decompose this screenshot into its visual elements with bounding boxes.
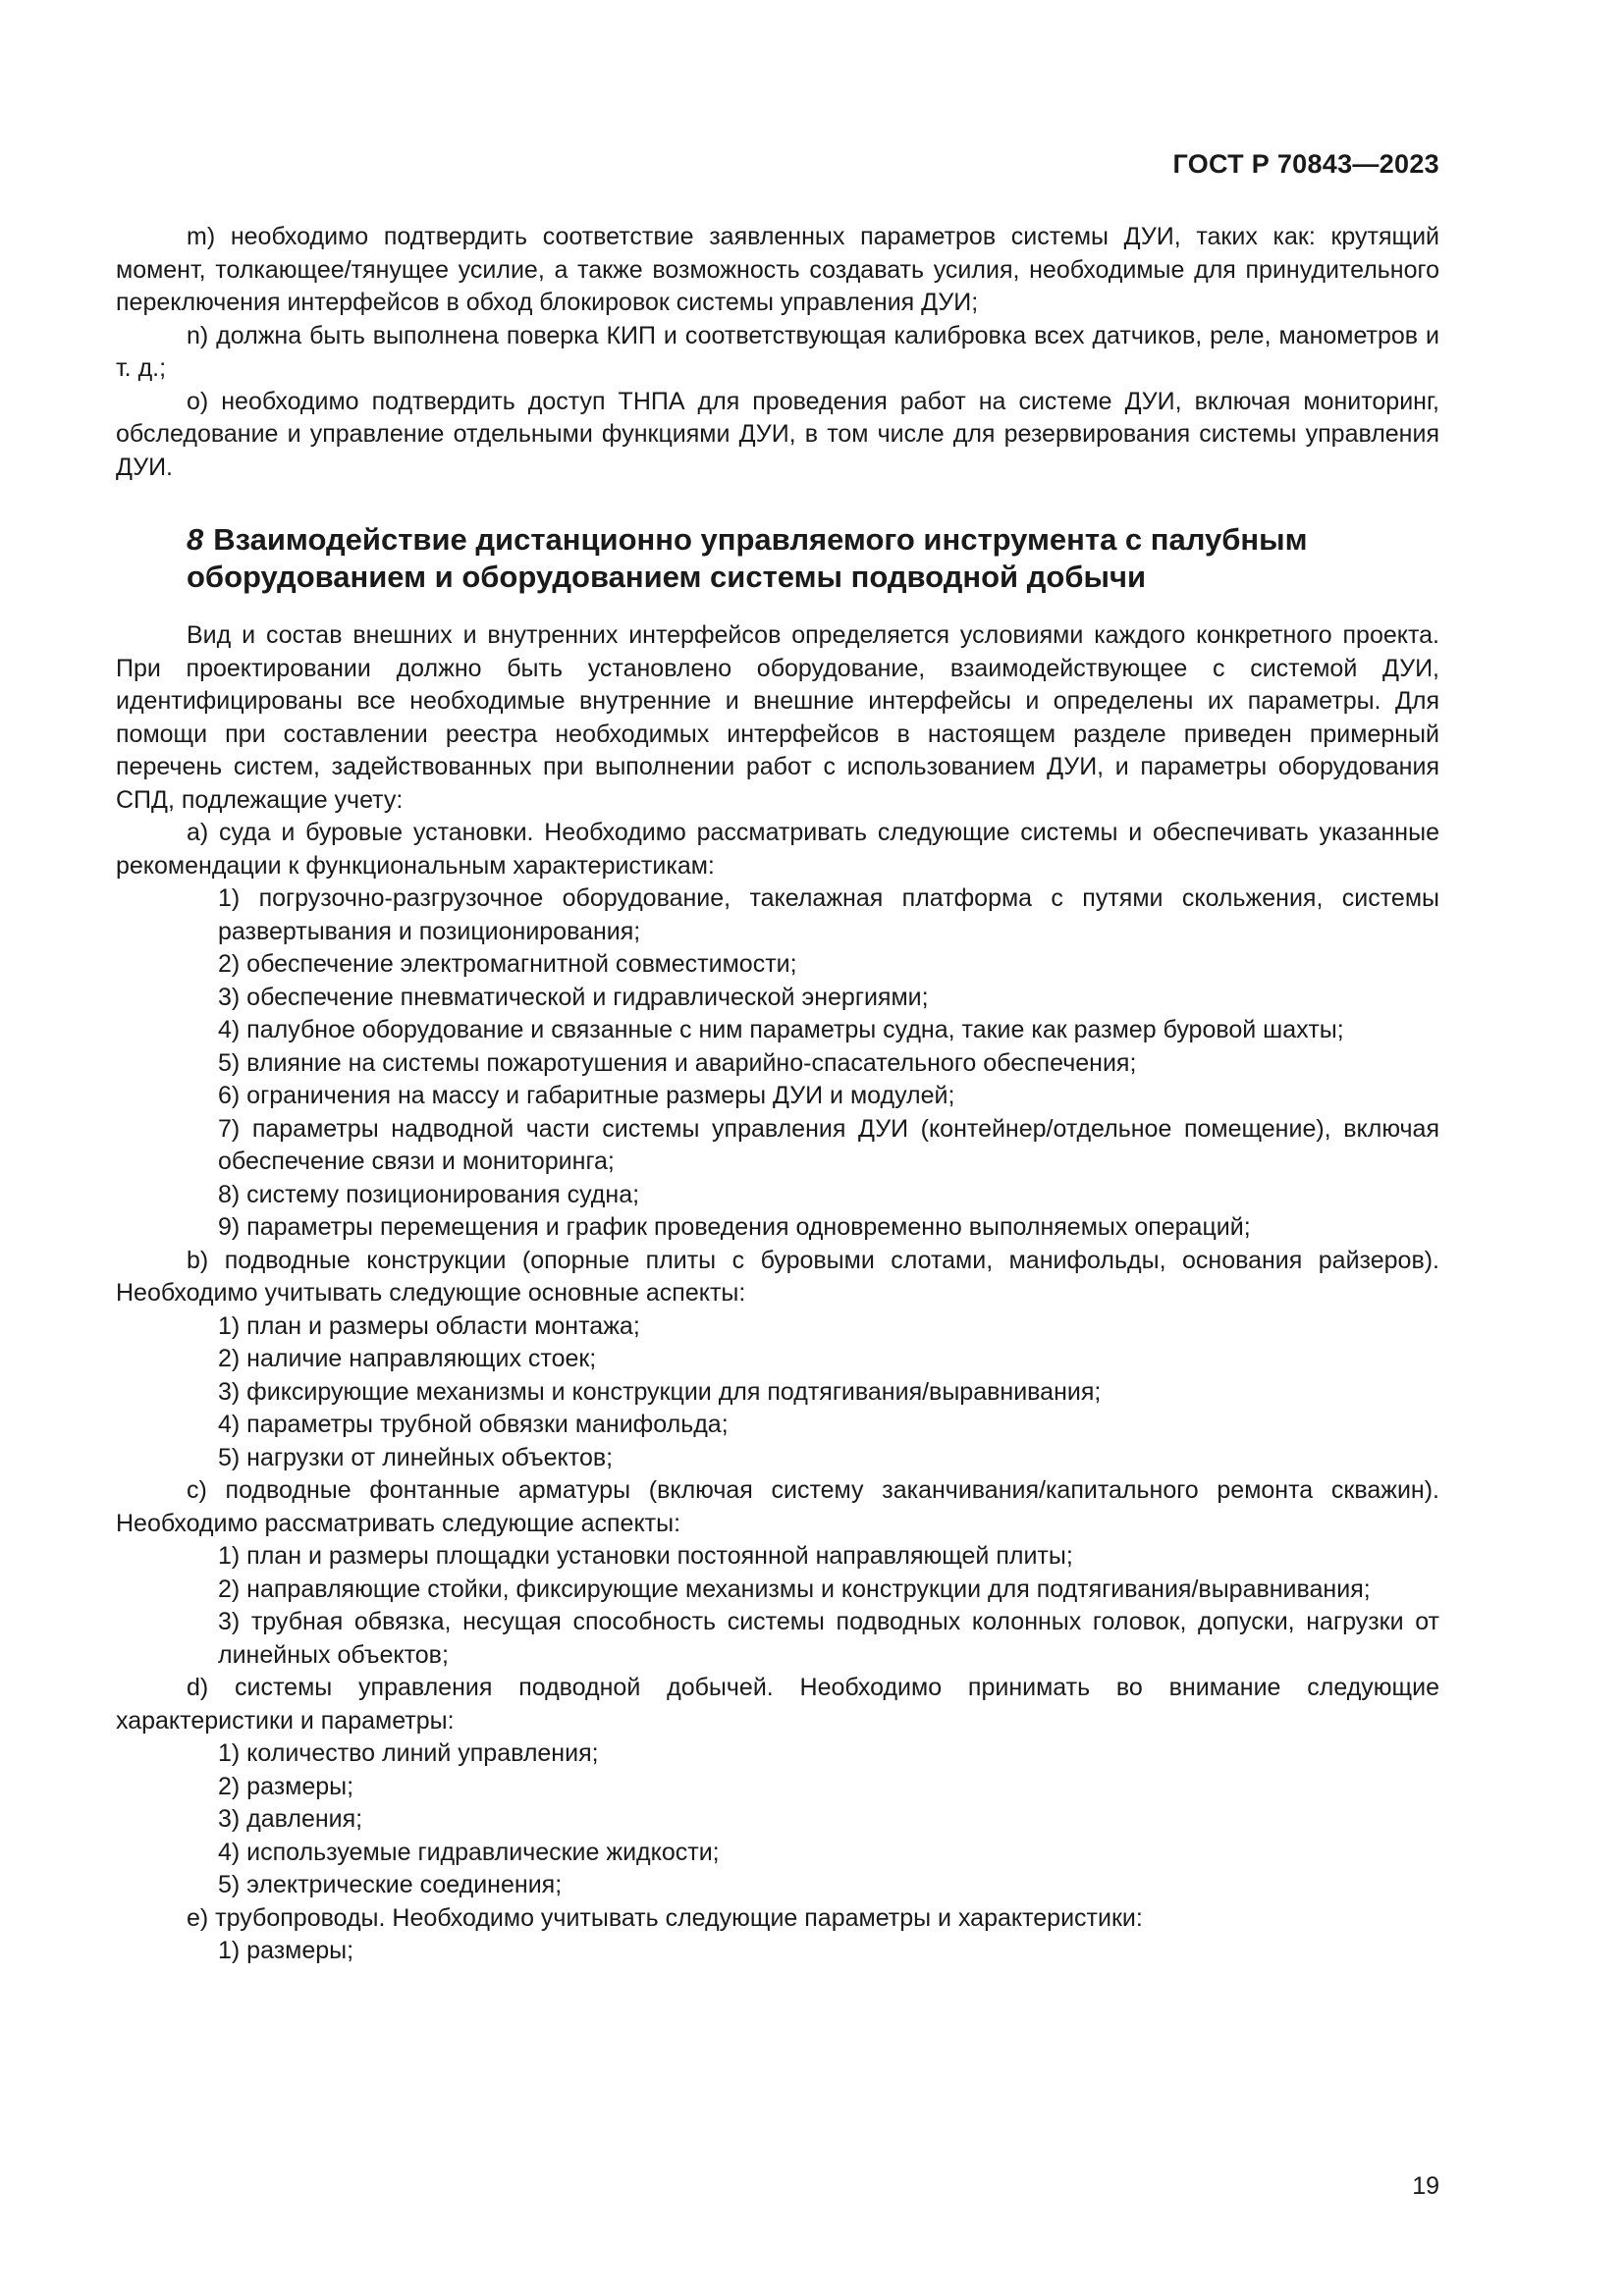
- list-item-e: e) трубопроводы. Необходимо учитывать следующие параметры и характеристики:: [187, 1903, 1143, 1932]
- sub-item: 5) влияние на системы пожаротушения и аварийно-спасательного обеспечения;: [218, 1048, 1137, 1077]
- sub-item: 2) размеры;: [218, 1772, 354, 1800]
- sub-item: 5) нагрузки от линейных объектов;: [218, 1443, 614, 1471]
- sub-item: 3) обеспечение пневматической и гидравлической энергиями;: [218, 983, 929, 1011]
- page-content: [116, 221, 1439, 1968]
- page-number: 19: [1412, 2172, 1439, 2200]
- sub-item: 2) направляющие стойки, фиксирующие механизмы и конструкции для подтягивания/выравнивания;: [218, 1575, 1371, 1603]
- section-heading: [116, 521, 1439, 596]
- sub-item: 4) палубное оборудование и связанные с ним параметры судна, такие как размер буровой шахты;: [218, 1016, 1344, 1043]
- list-item-a: a) суда и буровые установки. Необходимо рассматривать следующие системы и обеспечивать указанные рекомендации к функциональным характеристикам:: [116, 819, 1439, 880]
- section-intro-paragraph: Вид и состав внешних и внутренних интерфейсов определяется условиями каждого конкретного проекта. При проектировании должно быть установлено оборудование, взаимодействующее с системой ДУИ, идентифицированы все необходимые внутренние и внешние интерфейсы и определены их параметры. Для помощи при составлении реестра необходимых интерфейсов в настоящем разделе приведен примерный перечень систем, задействованных при выполнении работ с использованием ДУИ, и параметры оборудования СПД, подлежащие учету:: [116, 621, 1439, 814]
- sub-item: 3) давления;: [218, 1805, 363, 1833]
- sub-item: 3) трубная обвязка, несущая способность системы подводных колонных головок, допуски, нагрузки от линейных объектов;: [218, 1608, 1439, 1669]
- sub-item: 2) обеспечение электромагнитной совместимости;: [218, 950, 797, 978]
- list-item-n: n) должна быть выполнена поверка КИП и соответствующая калибровка всех датчиков, реле, манометров и т. д.;: [116, 321, 1439, 382]
- sub-item: 8) систему позиционирования судна;: [218, 1180, 640, 1208]
- list-item-d: d) системы управления подводной добычей. Необходимо принимать во внимание следующие характеристики и параметры:: [116, 1674, 1439, 1735]
- sub-item: 1) погрузочно-разгрузочное оборудование, такелажная платформа с путями скольжения, системы развертывания и позиционирования;: [218, 884, 1439, 945]
- sub-item: 1) размеры;: [218, 1937, 354, 1964]
- sub-item: 4) используемые гидравлические жидкости;: [218, 1838, 720, 1866]
- list-item-b: b) подводные конструкции (опорные плиты с буровыми слотами, манифольды, основания райзеров). Необходимо учитывать следующие основные аспекты:: [116, 1246, 1439, 1307]
- section-number: 8: [187, 522, 204, 557]
- sub-item: 1) план и размеры площадки установки постоянной направляющей плиты;: [218, 1542, 1073, 1570]
- sub-item: 4) параметры трубной обвязки манифольда;: [218, 1411, 729, 1438]
- sub-item: 3) фиксирующие механизмы и конструкции для подтягивания/выравнивания;: [218, 1377, 1102, 1406]
- sub-item: 9) параметры перемещения и график проведения одновременно выполняемых операций;: [218, 1213, 1251, 1241]
- sub-item: 6) ограничения на массу и габаритные размеры ДУИ и модулей;: [218, 1082, 955, 1109]
- list-item-m: m) необходимо подтвердить соответствие заявленных параметров системы ДУИ, таких как: крутящий момент, толкающее/тянущее усилие, а также возможность создавать усилия, необходимые для принудительного переключения интерфейсов в обход блокировок системы управления ДУИ;: [116, 223, 1439, 316]
- section-title: Взаимодействие дистанционно управляемого инструмента с палубным оборудованием и оборудованием системы подводной добычи: [187, 522, 1308, 594]
- list-item-c: c) подводные фонтанные арматуры (включая систему заканчивания/капитального ремонта скважин). Необходимо рассматривать следующие аспекты:: [116, 1476, 1439, 1537]
- sub-item: 2) наличие направляющих стоек;: [218, 1345, 597, 1372]
- sub-item: 1) количество линий управления;: [218, 1739, 599, 1767]
- document-code-header: ГОСТ Р 70843—2023: [1172, 149, 1439, 179]
- sub-item: 7) параметры надводной части системы управления ДУИ (контейнер/отдельное помещение), включая обеспечение связи и мониторинга;: [218, 1114, 1439, 1175]
- sub-item: 5) электрические соединения;: [218, 1871, 563, 1898]
- sub-item: 1) план и размеры области монтажа;: [218, 1311, 640, 1340]
- list-item-o: o) необходимо подтвердить доступ ТНПА для проведения работ на системе ДУИ, включая мониторинг, обследование и управление отдельными функциями ДУИ, в том числе для резервирования системы управления ДУИ.: [116, 387, 1439, 481]
